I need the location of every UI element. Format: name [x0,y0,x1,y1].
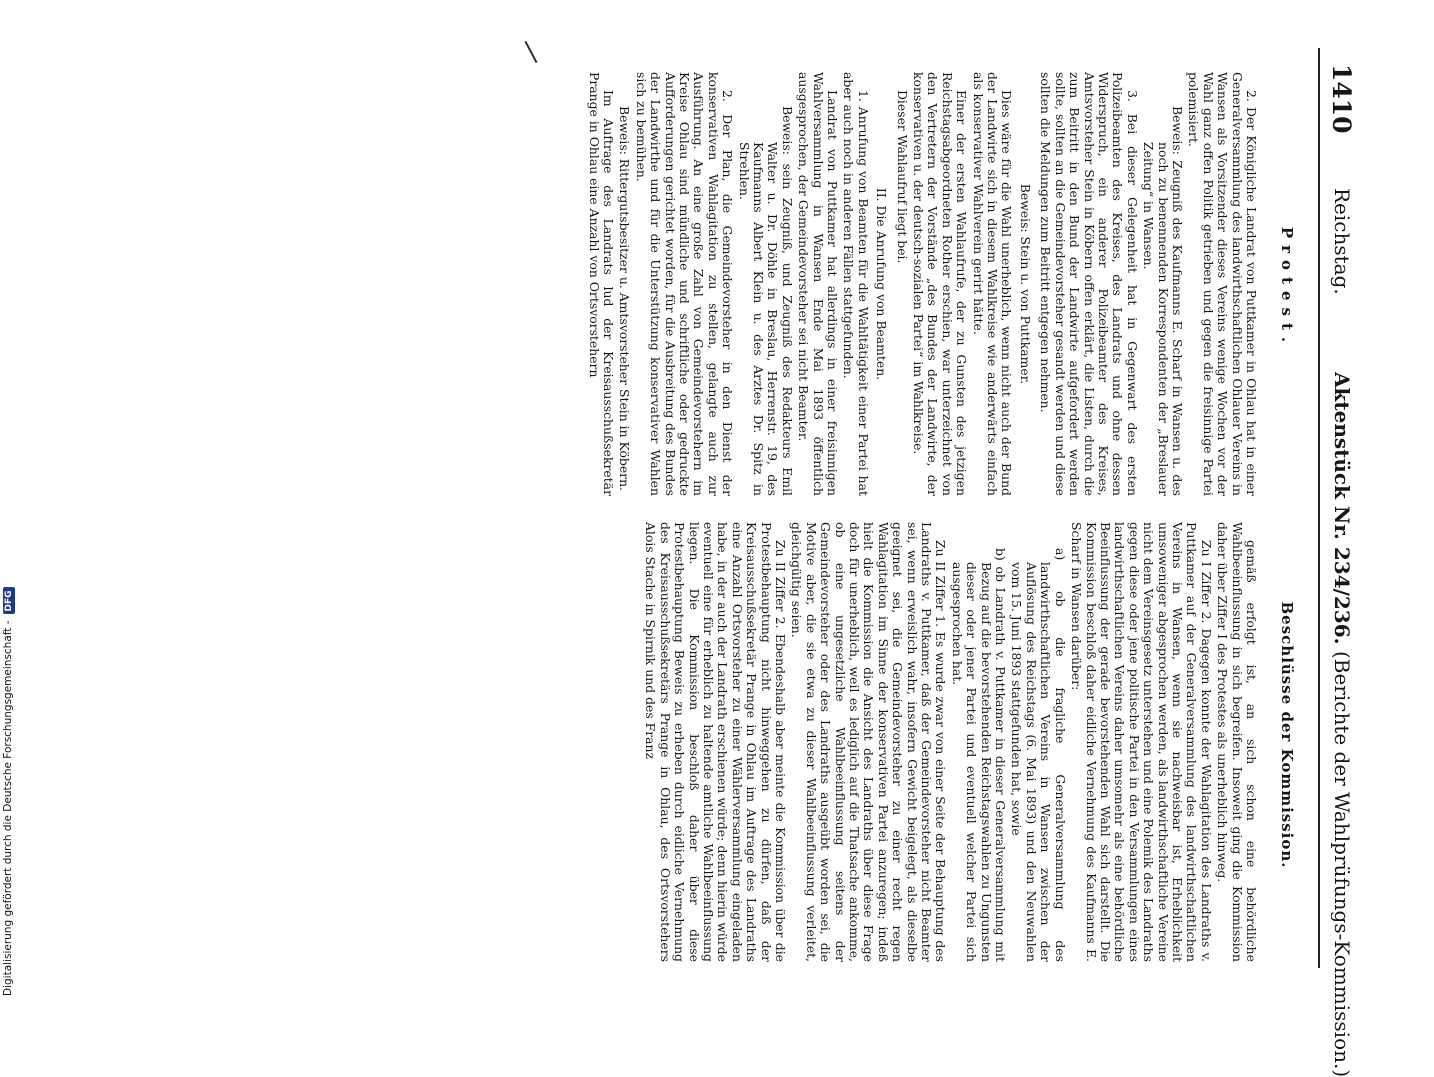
document-label: Aktenstück Nr. 234/236. [1330,372,1354,645]
protest-paragraph: Dieser Wahlaufruf liegt bei. [894,90,910,264]
evidence-note: Beweis: Rittergutsbesitzer u. Amtsvorsteher Stein in Köbern. [617,106,633,492]
protest-paragraph: Einer der ersten Wahlaufrufe, der zu Gunsten des jetzigen Reichstagsabgeordneten Rother erschien, war unterzeichnet von den Vertretern der Vorstände „des Bundes der Landwirte, der konservativen u. der deutsch-sozialen Partei“ im Wahlkreise. [911,72,970,496]
header-left: Reichstag. [1330,188,1354,295]
header-right [1330,372,1354,1077]
protest-paragraph: Dies wäre für die Wahl unerheblich, wenn nicht auch der Bund der Landwirte sich in diesem Wahlkreise wie anderwärts einfach als konservativer Wahlverein gerirt hätte. [970,72,1015,496]
commission-paragraph: Zu II Ziffer 2. Ebendeshalb aber meinte die Kommission über die Protestbehauptung nicht hinweggehen zu dürfen, daß der Kreisausschußsekretär Prange in Ohlau im Auftrage des Landraths eine Anzahl Ortsvorsteher zu einer Wählerversammlung eingeladen habe, in der auch der Landrath erschienen würde; denn hierin würde eventuell eine für erheblich zu haltende amtliche Wahlbeeinflussung liegen. Die Kommission beschloß daher über diese Protestbehauptung Beweis zu erheben durch eidliche Vernehmung des Kreisausschußsekretärs Prange in Ohlau, des Ortsvorstehers Alois Stache in Spirnik und des Franz [643,522,788,962]
document-page [62,48,1362,1077]
evidence-note: Beweis: Stein u. von Puttkamer. [1017,183,1033,385]
protest-paragraph: 2. Der Plan, die Gemeindevorsteher in den Dienst der konservativen Wahlagitation zu stellen, gelangte auch zur Ausführung. An eine große Zahl von Gemeindevorstehern im Kreise Ohlau sind mündliche und schriftliche oder gedruckte Aufforderungen gerichtet worden, für die Ausbreitung des Bundes der Landwirthe und für die Unterstützung konservativer Wahlen sich zu bemühen. [633,72,736,496]
dfg-logo-icon: DFG [3,587,15,614]
header-subtitle: (Berichte der Wahlprüfungs-Kommission.) [1330,650,1354,1077]
commission-paragraph: Zu I Ziffer 2. Dagegen konnte der Wahlagitation des Landraths v. Puttkamer auf der Generalversammlung des landwirthschaftlichen Vereins in Wansen, wenn sie nachweisbar ist, Erheblichkeit umsoweniger abgesprochen werden, als landwirthschaftliche Vereine nicht dem Vereinsgesetz unterstehen und eine Polemik des Landraths gegen diese oder jene politische Partei in den Versammlungen eines landwirthschaftlichen Vereins daher umsomehr als eine behördliche Beeinflussung der gerade bevorstehenden Wahl sich darstellt. Die Kommission beschloß daher eidliche Vernehmung des Kaufmanns E. Scharf in Wansen darüber: [1069,522,1214,962]
commission-column [641,522,1258,962]
protest-paragraph: 1. Anrufung von Beamten für die Wahltätigkeit einer Partei hat aber auch noch in anderen Fällen stattgefunden. [841,72,871,496]
commission-title: Beschlüsse der Kommission. [1278,601,1296,869]
footer-text: Digitalisierung gefördert durch die Deutsche Forschungsgemeinschaft - [2,620,14,996]
commission-item: b) ob Landrath v. Puttkamer in dieser Generalversammlung mit Bezug auf die bevorstehenden Reichstagswahlen zu Ungunsten dieser oder jener Partei und eventuell welcher Partei sich ausgesprochen hat. [949,548,1009,962]
protest-paragraph: 3. Bei dieser Gelegenheit hat in Gegenwart des ersten Polizeibeamten des Kreises, des Landrats und ohne dessen Widerspruch, ein anderer Polizeibeamter des Kreises, Amtsvorsteher Stein in Köbern offen erklärt, die Listen, durch die zum Beitritt in den Bund der Landwirte aufgefordert werden sollte, sollten an die Gemeindevorsteher gesandt werden und diese sollten die Meldungen zum Beitritt entgegen nehmen. [1038,72,1140,496]
page-number: 1410 [1327,64,1356,134]
protest-title: Protest. [1278,226,1296,350]
header-rule [1318,48,1320,968]
protest-column [584,72,1258,496]
protest-paragraph: Landrat von Puttkamer hat allerdings in einer freisinnigen Wahlversammlung in Wansen Ende Mai 1893 öffentlich ausgesprochen, der Gemeindevorsteher sei nicht Beamter. [796,72,841,496]
commission-paragraph: gemäß erfolgt ist, an sich schon eine behördliche Wahlbeeinflussung in sich begreifen. Insoweit ging die Kommission daher über Ziffer I des Protestes als unerheblich hinweg. [1215,522,1259,962]
evidence-note: Beweis: sein Zeugniß, und Zeugniß des Redakteurs Emil Walter u. Dr. Döhle in Breslau, Herrenstr. 19, des Kaufmanns Albert Klein u. des Arztes Dr. Spitz in Strehlen. [736,106,795,496]
protest-paragraph: 2. Der Königliche Landrat von Puttkamer in Ohlau hat in einer Generalversammlung des landwirthschaftlichen Ohlauer Vereins in Wansen als Vorsitzender dieses Vereins wenige Wochen vor der Wahl ganz offen Politik getrieben und gegen die freisinnige Partei polemisiert. [1186,72,1259,496]
commission-item: a) ob die fragliche Generalversammlung des landwirthschaftlichen Vereins in Wansen zwischen der Auflösung des Reichstags (6. Mai 1893) und den Neuwahlen vom 15. Juni 1893 stattgefunden hat, sowie [1009,548,1068,962]
section-heading: II. Die Anrufung von Beamten. [874,187,890,381]
digitization-footer [2,587,15,996]
evidence-note: Beweis: Zeugniß des Kaufmanns E. Scharf in Wansen u. des noch zu benennenden Korrespondenten der „Breslauer Zeitung“ in Wansen. [1141,106,1185,496]
protest-paragraph: Im Auftrage des Landrats lud der Kreisausschußsekretär Prange in Ohlau eine Anzahl von Ortsvorstehern [586,72,616,496]
commission-paragraph: Zu II Ziffer 1. Es wurde zwar von einer Seite der Behauptung des Landraths v. Puttkamer, daß der Gemeindevorsteher nicht Beamter sei, wenn erweislich wahr, insofern Gewicht beigelegt, als dieselbe geeignet sei, die Gemeindevorsteher zu einer recht regen Wahlagitation im Sinne der konservativen Partei anzuregen; indeß hielt die Kommission die Ansicht des Landraths über diese Frage doch für unerheblich, weil es lediglich auf die Thatsache ankomme, ob eine ungesetzliche Wahlbeeinflussung seitens der Gemeindevorsteher oder des Landraths ausgeübt worden sei, die Motive aber, die sie etwa zu dieser Wahlbeeinflussung verleitet, gleichgültig seien. [789,522,949,962]
